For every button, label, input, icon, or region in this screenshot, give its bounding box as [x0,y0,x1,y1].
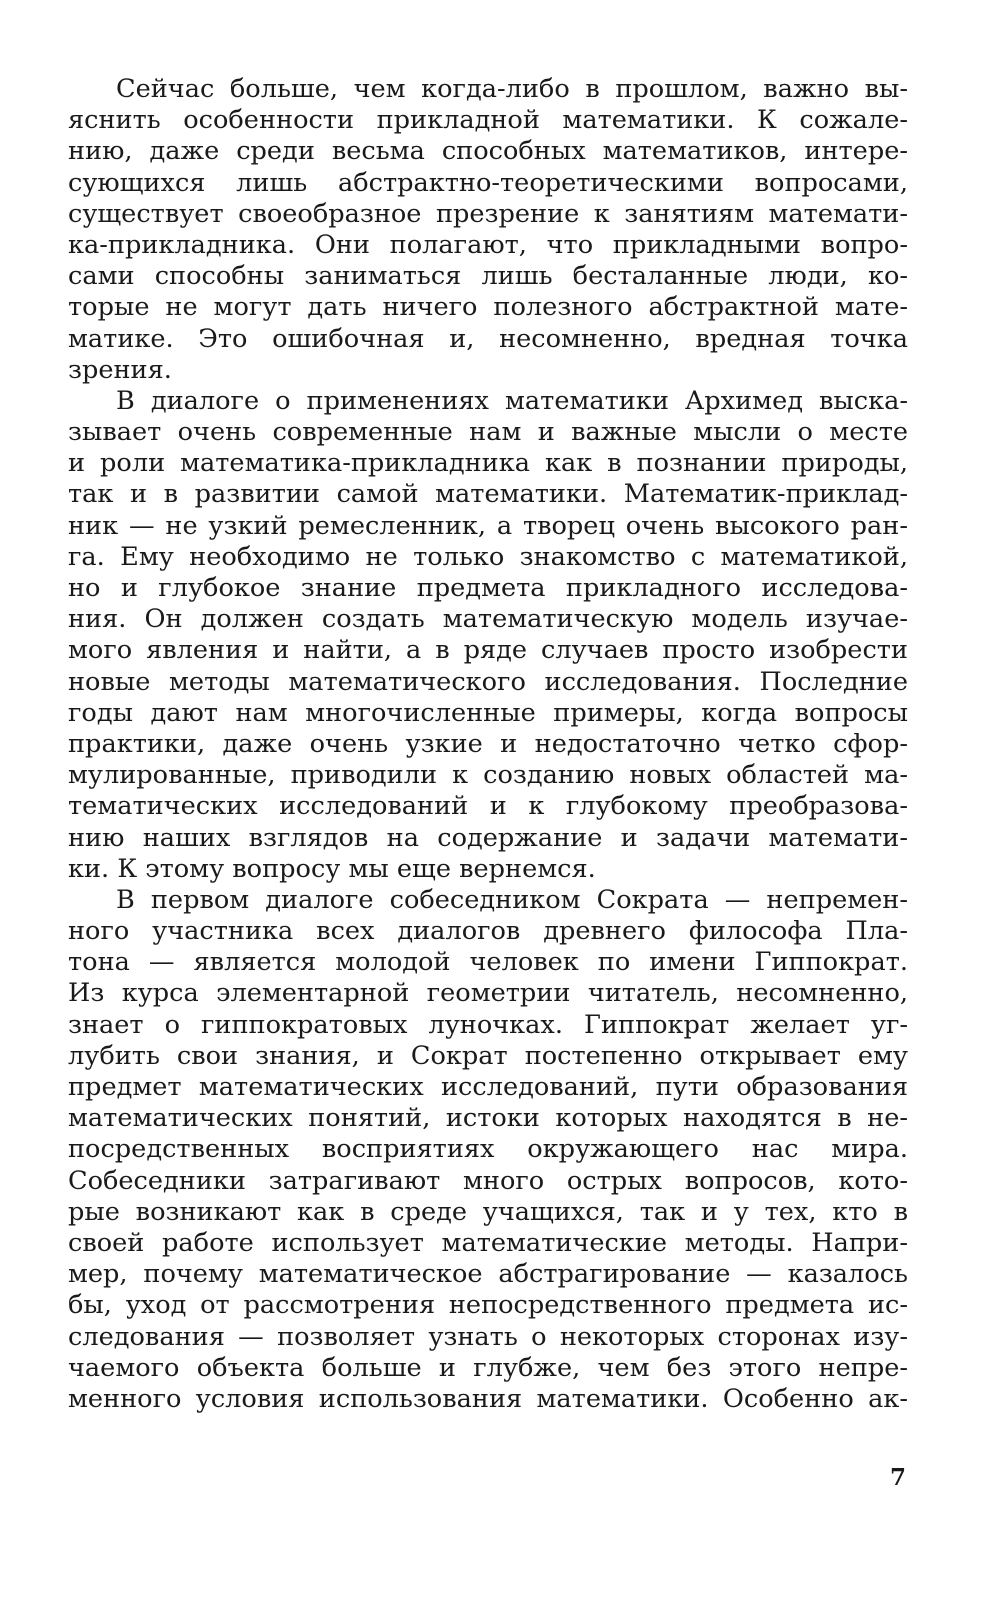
text-line: предмет математических исследований, пути образования [68,1072,908,1102]
text-line: мого явления и найти, а в ряде случаев просто изобрести [68,635,908,666]
text-line: Собеседники затрагивают много острых вопросов, кото- [68,1165,908,1196]
text-line: существует своеобразное презрение к занятиям математи- [68,198,908,229]
text-line: чаемого объекта больше и глубже, чем без этого непре- [68,1352,908,1383]
text-line: сующихся лишь абстрактно-теоретическими вопросами, [68,167,908,198]
text-line: ного участника всех диалогов древнего философа Пла- [68,916,908,947]
text-line: ка-прикладника. Они полагают, что прикладными вопро- [68,229,908,260]
text-line: га. Ему необходимо не только знакомство с математикой, [68,541,908,572]
text-line: зрения. [68,354,172,385]
text-line: годы дают нам многочисленные примеры, когда вопросы [68,697,908,728]
text-line: и роли математика-прикладника как в познании природы, [68,448,908,479]
text-line: В диалоге о применениях математики Архимед выска- [116,385,908,416]
page-number: 7 [889,1464,906,1491]
text-line: менного условия использования математики. Особенно ак- [68,1383,908,1414]
text-line: но и глубокое знание предмета прикладного исследова- [68,573,908,603]
text-line: Сейчас больше, чем когда-либо в прошлом, важно вы- [116,74,908,104]
text-line: торые не могут дать ничего полезного абстрактной мате- [68,292,908,323]
paragraph [68,885,908,1415]
text-line: тематических исследований и к глубокому преобразова- [68,791,908,822]
text-line: рые возникают как в среде учащихся, так и у тех, кто в [68,1196,908,1227]
body-text [68,74,908,1415]
text-line: следования — позволяет узнать о некоторых сторонах изу- [68,1321,908,1352]
text-line: Из курса элементарной геометрии читатель, несомненно, [68,978,908,1009]
text-line: посредственных восприятиях окружающего нас мира. [68,1134,908,1165]
text-line: знает о гиппократовых луночках. Гиппократ желает уг- [68,1009,908,1040]
text-line: новые методы математического исследования. Последние [68,666,908,697]
text-line: мулированные, приводили к созданию новых областей ма- [68,760,908,791]
paragraph [68,74,908,386]
text-line: ния. Он должен создать математическую модель изучае- [68,604,908,635]
text-line: В первом диалоге собеседником Сократа — непремен- [116,884,908,915]
text-line: тона — является молодой человек по имени Гиппократ. [68,947,908,978]
text-line: своей работе использует математические методы. Напри- [68,1227,908,1258]
text-line: ки. К этому вопросу мы еще вернемся. [68,853,596,884]
text-line: матике. Это ошибочная и, несомненно, вредная точка [68,323,908,354]
text-line: сами способны заниматься лишь бесталанные люди, ко- [68,261,908,292]
text-line: математических понятий, истоки которых находятся в не- [68,1103,908,1134]
paragraph [68,386,908,885]
text-line: лубить свои знания, и Сократ постепенно открывает ему [68,1040,908,1071]
text-line: яснить особенности прикладной математики. К сожале- [68,105,908,136]
text-line: ник — не узкий ремесленник, а творец очень высокого ран- [68,510,908,541]
text-line: бы, уход от рассмотрения непосредственного предмета ис- [68,1290,908,1321]
text-line: практики, даже очень узкие и недостаточно четко сфор- [68,728,908,759]
text-line: мер, почему математическое абстрагирование — казалось [68,1259,908,1290]
text-line: так и в развитии самой математики. Математик-приклад- [68,479,908,510]
text-line: нию, даже среди весьма способных математиков, интере- [68,136,908,167]
text-line: зывает очень современные нам и важные мысли о месте [68,417,908,448]
text-line: нию наших взглядов на содержание и задачи математи- [68,822,908,853]
